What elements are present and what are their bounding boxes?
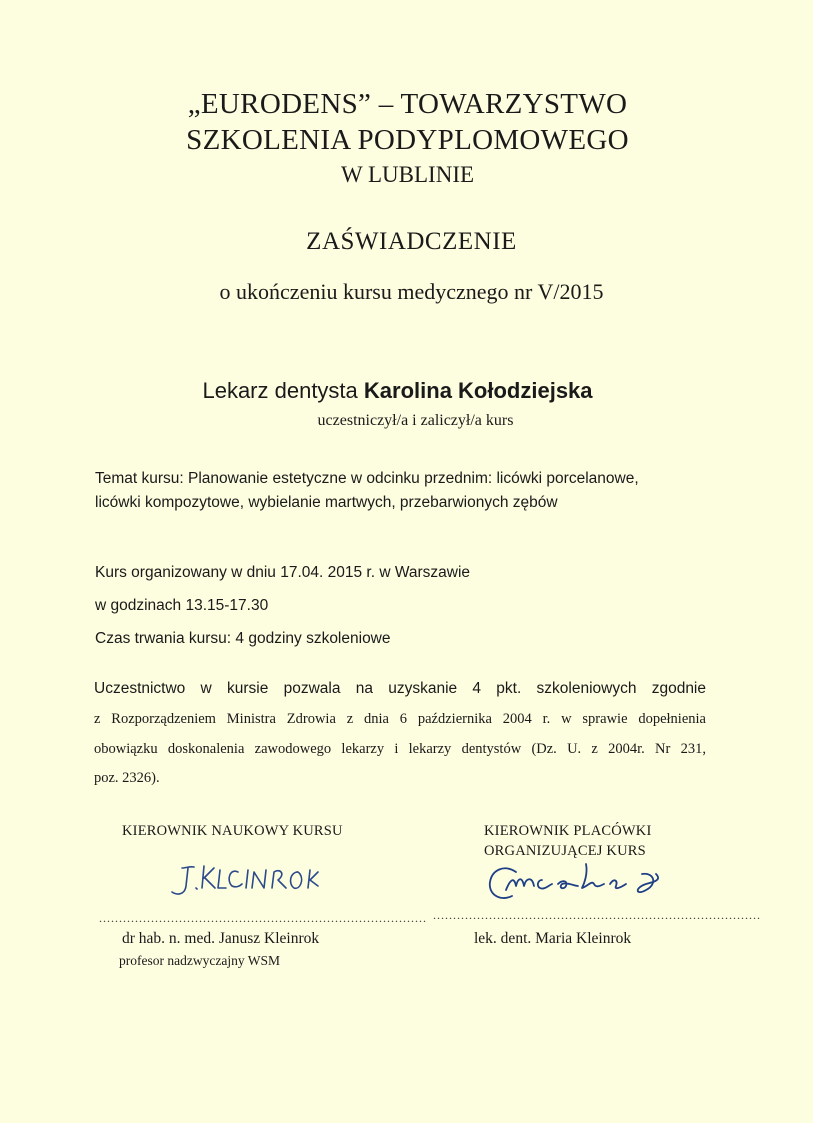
course-topic-line2: licówki kompozytowe, wybielanie martwych, przebarwionych zębów xyxy=(95,494,558,511)
recipient-name: Karolina Kołodziejska xyxy=(363,378,593,403)
facility-director-title-line2: ORGANIZUJĄCEJ KURS xyxy=(484,843,646,859)
points-paragraph-line2: z Rozporządzeniem Ministra Zdrowia z dnia 6 października 2004 r. w sprawie dopełnienia xyxy=(94,711,706,727)
certificate-title: ZAŚWIADCZENIE xyxy=(306,228,517,255)
certificate-subtitle: o ukończeniu kursu medycznego nr V/2015 xyxy=(219,279,604,304)
course-topic-line1: Temat kursu: Planowanie estetyczne w odcinku przednim: licówki porcelanowe, xyxy=(95,470,639,487)
organization-name-line1: „EURODENS” – TOWARZYSTWO xyxy=(187,88,628,120)
facility-director-title-line1: KIEROWNIK PLACÓWKI xyxy=(484,823,652,839)
scientific-director-title: KIEROWNIK NAUKOWY KURSU xyxy=(122,823,343,839)
completion-statement: uczestniczył/a i zaliczył/a kurs xyxy=(317,412,514,429)
scientific-director-name: dr hab. n. med. Janusz Kleinrok xyxy=(122,930,320,947)
scientific-director-position: profesor nadzwyczajny WSM xyxy=(119,953,280,968)
facility-director-name: lek. dent. Maria Kleinrok xyxy=(474,930,632,947)
recipient-prefix: Lekarz dentysta xyxy=(202,378,364,403)
points-paragraph-line3: obowiązku doskonalenia zawodowego lekarzy i lekarzy dentystów (Dz. U. z 2004r. Nr 231, xyxy=(94,741,706,757)
organization-city: W LUBLINIE xyxy=(340,162,475,187)
scientific-director-signature xyxy=(160,858,330,904)
scientific-director-signature-line: .................................................................................. xyxy=(99,911,427,925)
course-duration: Czas trwania kursu: 4 godziny szkoleniowe xyxy=(95,630,391,647)
organization-name-line2: SZKOLENIA PODYPLOMOWEGO xyxy=(186,124,629,156)
points-paragraph-line4: poz. 2326). xyxy=(94,770,160,786)
facility-director-signature xyxy=(486,850,676,910)
points-paragraph-line1: Uczestnictwo w kursie pozwala na uzyskanie 4 pkt. szkoleniowych zgodnie xyxy=(94,680,706,697)
course-hours: w godzinach 13.15-17.30 xyxy=(95,597,269,614)
recipient-line xyxy=(0,378,795,404)
course-date-place: Kurs organizowany w dniu 17.04. 2015 r. w Warszawie xyxy=(95,564,471,581)
facility-director-signature-line: .................................................................................. xyxy=(433,908,761,922)
